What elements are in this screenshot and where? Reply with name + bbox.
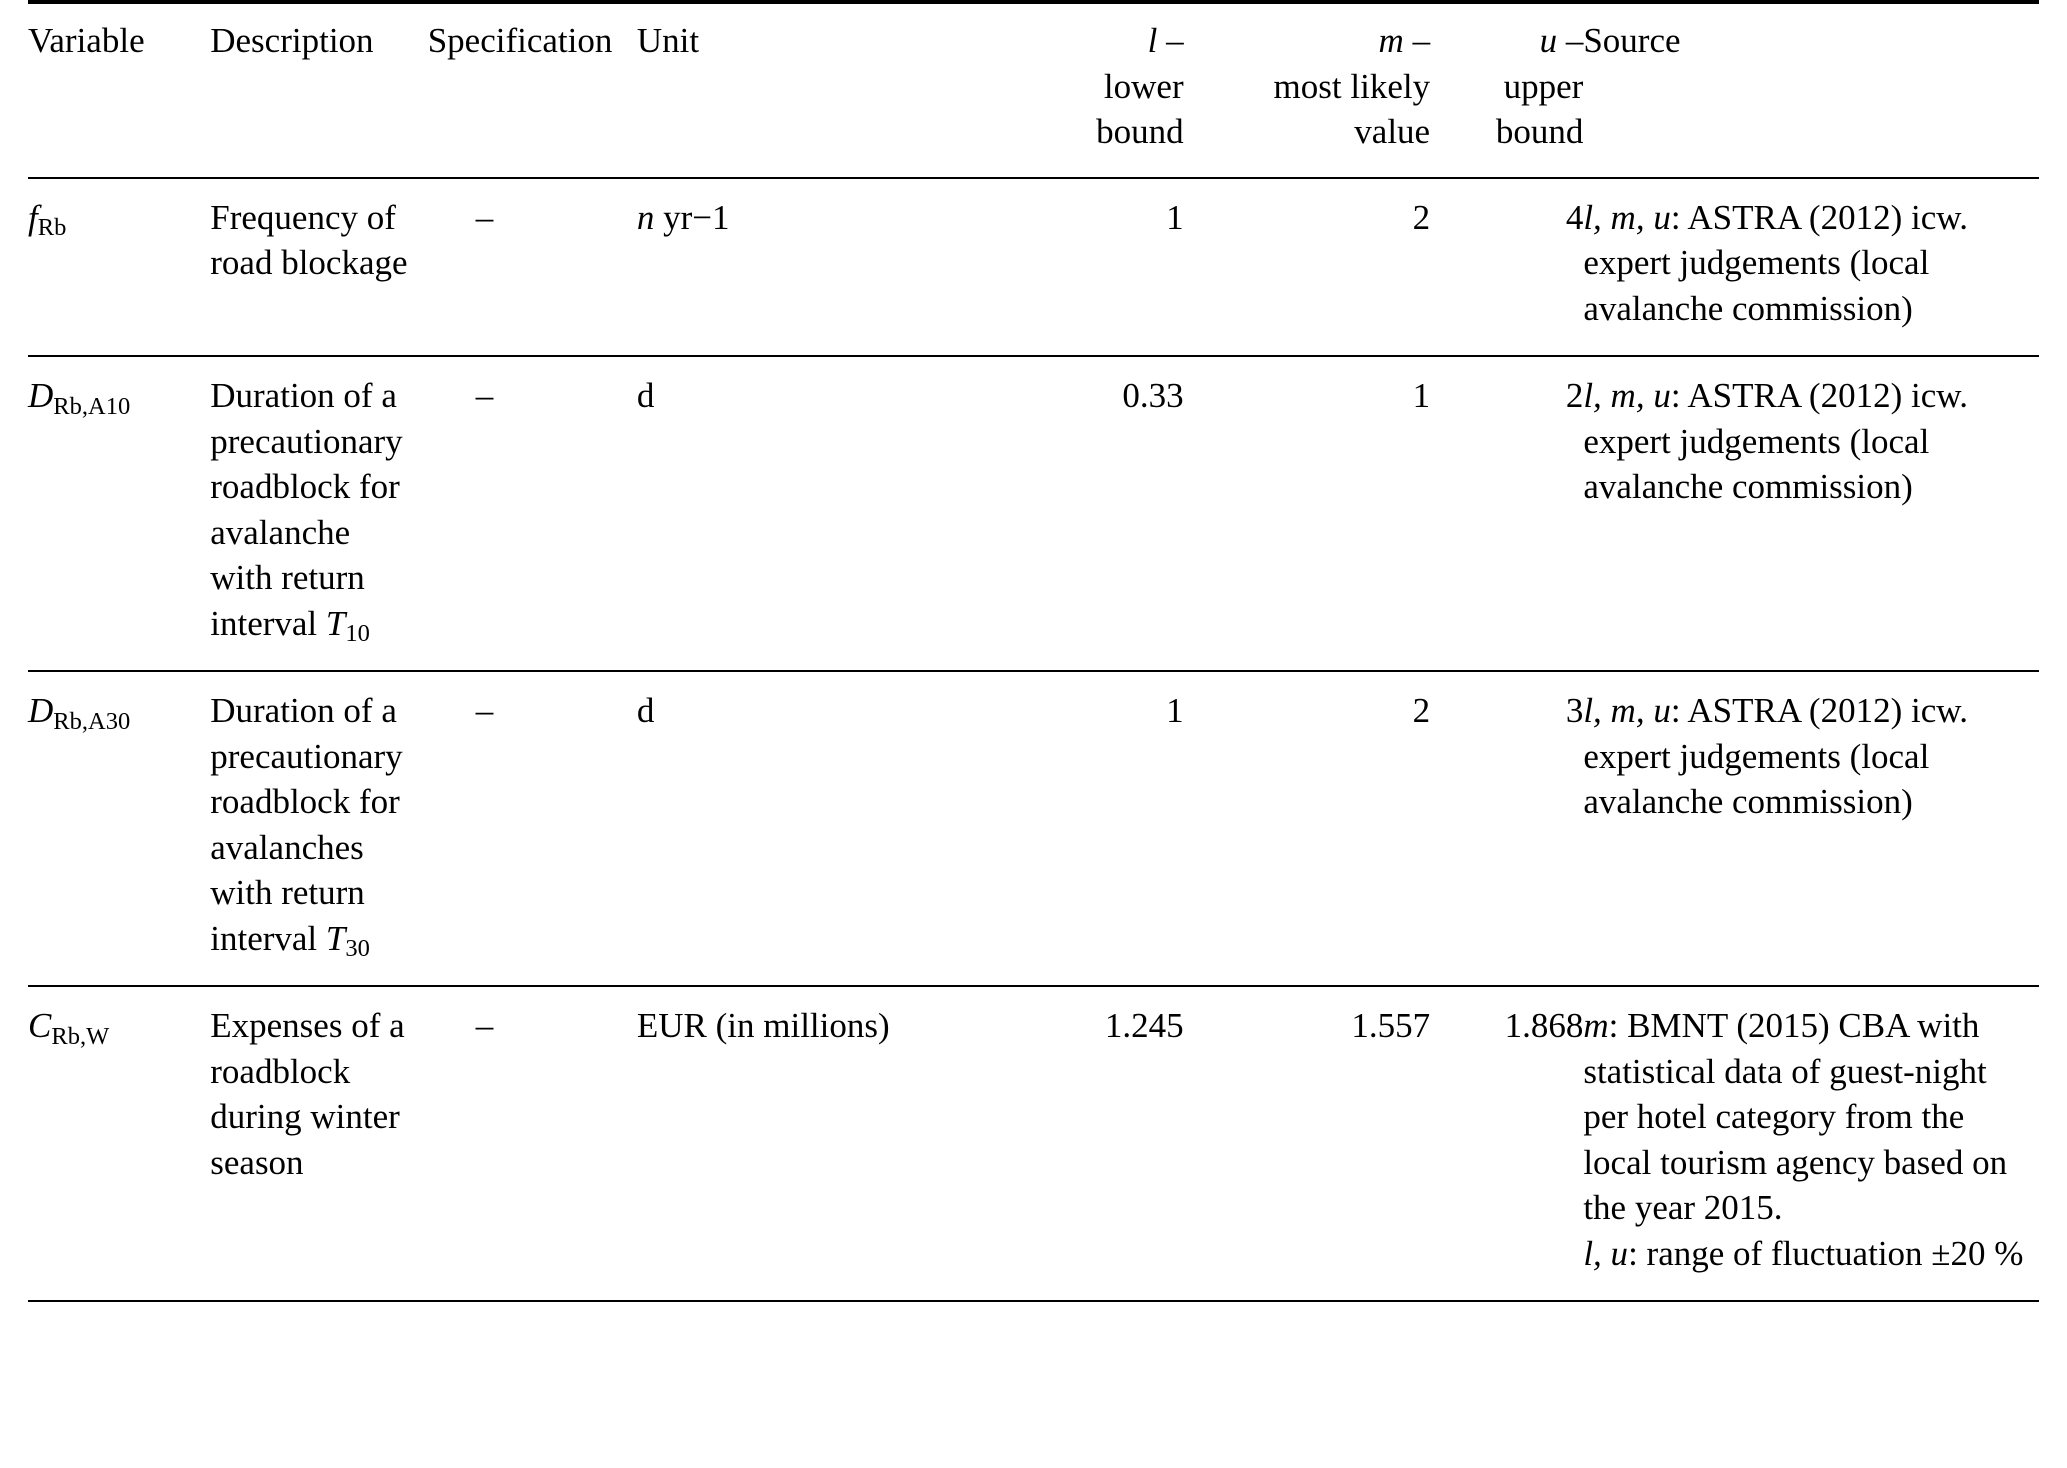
source-text: : ASTRA (2012) icw. expert judgements (local avalanche commission) [1583,376,1969,506]
cell-lower-bound: 1.245 [1104,1006,1184,1045]
column-header-description [210,2,427,178]
source-text-secondary: : range of fluctuation ±20 % [1628,1233,2024,1273]
cell-upper-bound: 2 [1565,376,1584,415]
table-row [28,986,2039,1301]
header-line2-lower: lower [1103,66,1184,106]
description-math-symbol: T [325,603,346,643]
cell-description [210,986,427,1301]
source-text: : ASTRA (2012) icw. expert judgements (local avalanche commission) [1583,691,1969,821]
cell-most-likely: 2 [1412,691,1431,730]
header-label-unit: Unit [636,21,700,60]
variable-symbol: D [28,376,54,415]
description-math-symbol: T [325,918,346,958]
cell-source [1583,671,2039,986]
cell-description [210,178,427,357]
cell-variable [28,671,210,986]
column-header-specification [428,2,637,178]
cell-specification: – [475,1006,494,1045]
cell-unit [637,671,937,986]
description-text: Duration of a precautionary roadblock for avalanche with return interval [210,376,403,643]
table-header [28,2,2039,178]
header-label-specification: Specification [427,21,613,60]
source-symbol-prefix: l, m, u [1583,376,1671,415]
cell-unit [637,986,937,1301]
column-header-upper-bound [1430,2,1583,178]
cell-source [1583,178,2039,357]
unit-text: d [636,691,655,730]
source-text: : BMNT (2015) CBA with statistical data of guest-night per hotel category from the local tourism agency based on the year 2015. [1583,1006,2008,1227]
cell-lower-bound: 1 [1166,197,1184,237]
description-math-subscript: 30 [345,935,370,963]
variable-symbol: C [28,1006,52,1045]
unit-text: EUR (in millions) [636,1006,890,1045]
cell-variable [28,986,210,1301]
cell-source [1583,986,2039,1301]
header-line3-lower: bound [1096,112,1184,151]
cell-specification: – [475,376,494,415]
unit-text: yr−1 [654,197,730,237]
header-symbol-most: m – [1378,21,1431,60]
description-text: Expenses of a roadblock during winter season [210,1006,405,1182]
column-header-unit [637,2,937,178]
variable-subscript: Rb,A30 [53,707,131,735]
source-symbol-prefix: l, m, u [1583,691,1671,730]
source-symbol-prefix: l, m, u [1583,197,1671,237]
table-row [28,356,2039,671]
header-line2-upper: upper [1503,66,1584,106]
description-text: Frequency of road blockage [210,197,408,282]
cell-source [1583,356,2039,671]
header-row [28,2,2039,178]
description-math-subscript: 10 [345,620,370,648]
table-row [28,671,2039,986]
column-header-lower-bound [937,2,1183,178]
column-header-most-likely [1184,2,1430,178]
cell-upper-bound: 3 [1565,691,1584,730]
variable-subscript: Rb,W [51,1022,110,1050]
cell-lower-bound: 0.33 [1122,376,1184,415]
cell-variable [28,356,210,671]
cell-unit [637,356,937,671]
header-line2-most: most likely [1273,66,1431,106]
header-symbol-lower: l – [1147,21,1184,60]
cell-most-likely: 1 [1412,376,1431,415]
parameter-table [28,0,2039,1302]
cell-description [210,356,427,671]
header-line3-most: value [1354,112,1431,151]
header-label-source: Source [1583,21,1681,60]
variable-subscript: Rb,A10 [53,392,131,420]
cell-most-likely: 2 [1412,197,1431,237]
header-label-variable: Variable [28,21,145,60]
cell-unit [637,178,937,357]
table-body [28,178,2039,1302]
variable-symbol: f [28,197,38,237]
source-text: : ASTRA (2012) icw. expert judgements (local avalanche commission) [1583,197,1969,328]
unit-text: d [636,376,655,415]
header-line3-upper: bound [1495,112,1584,151]
column-header-source [1583,2,2039,178]
variable-subscript: Rb [37,214,67,242]
cell-lower-bound: 1 [1166,691,1184,730]
cell-upper-bound: 1.868 [1504,1006,1584,1045]
unit-symbol: n [636,197,655,237]
table-row [28,178,2039,357]
cell-upper-bound: 4 [1565,197,1584,237]
variable-symbol: D [28,691,54,730]
source-symbol-prefix: m [1583,1006,1609,1045]
column-header-variable [28,2,210,178]
cell-variable [28,178,210,357]
header-label-description: Description [210,21,374,60]
cell-specification: – [475,691,494,730]
description-text: Duration of a precautionary roadblock for avalanches with return interval [210,691,403,958]
cell-specification: – [475,197,494,237]
header-symbol-upper: u – [1539,21,1584,60]
cell-most-likely: 1.557 [1351,1006,1431,1045]
cell-description [210,671,427,986]
source-symbol-prefix-secondary: l, u [1583,1233,1629,1273]
